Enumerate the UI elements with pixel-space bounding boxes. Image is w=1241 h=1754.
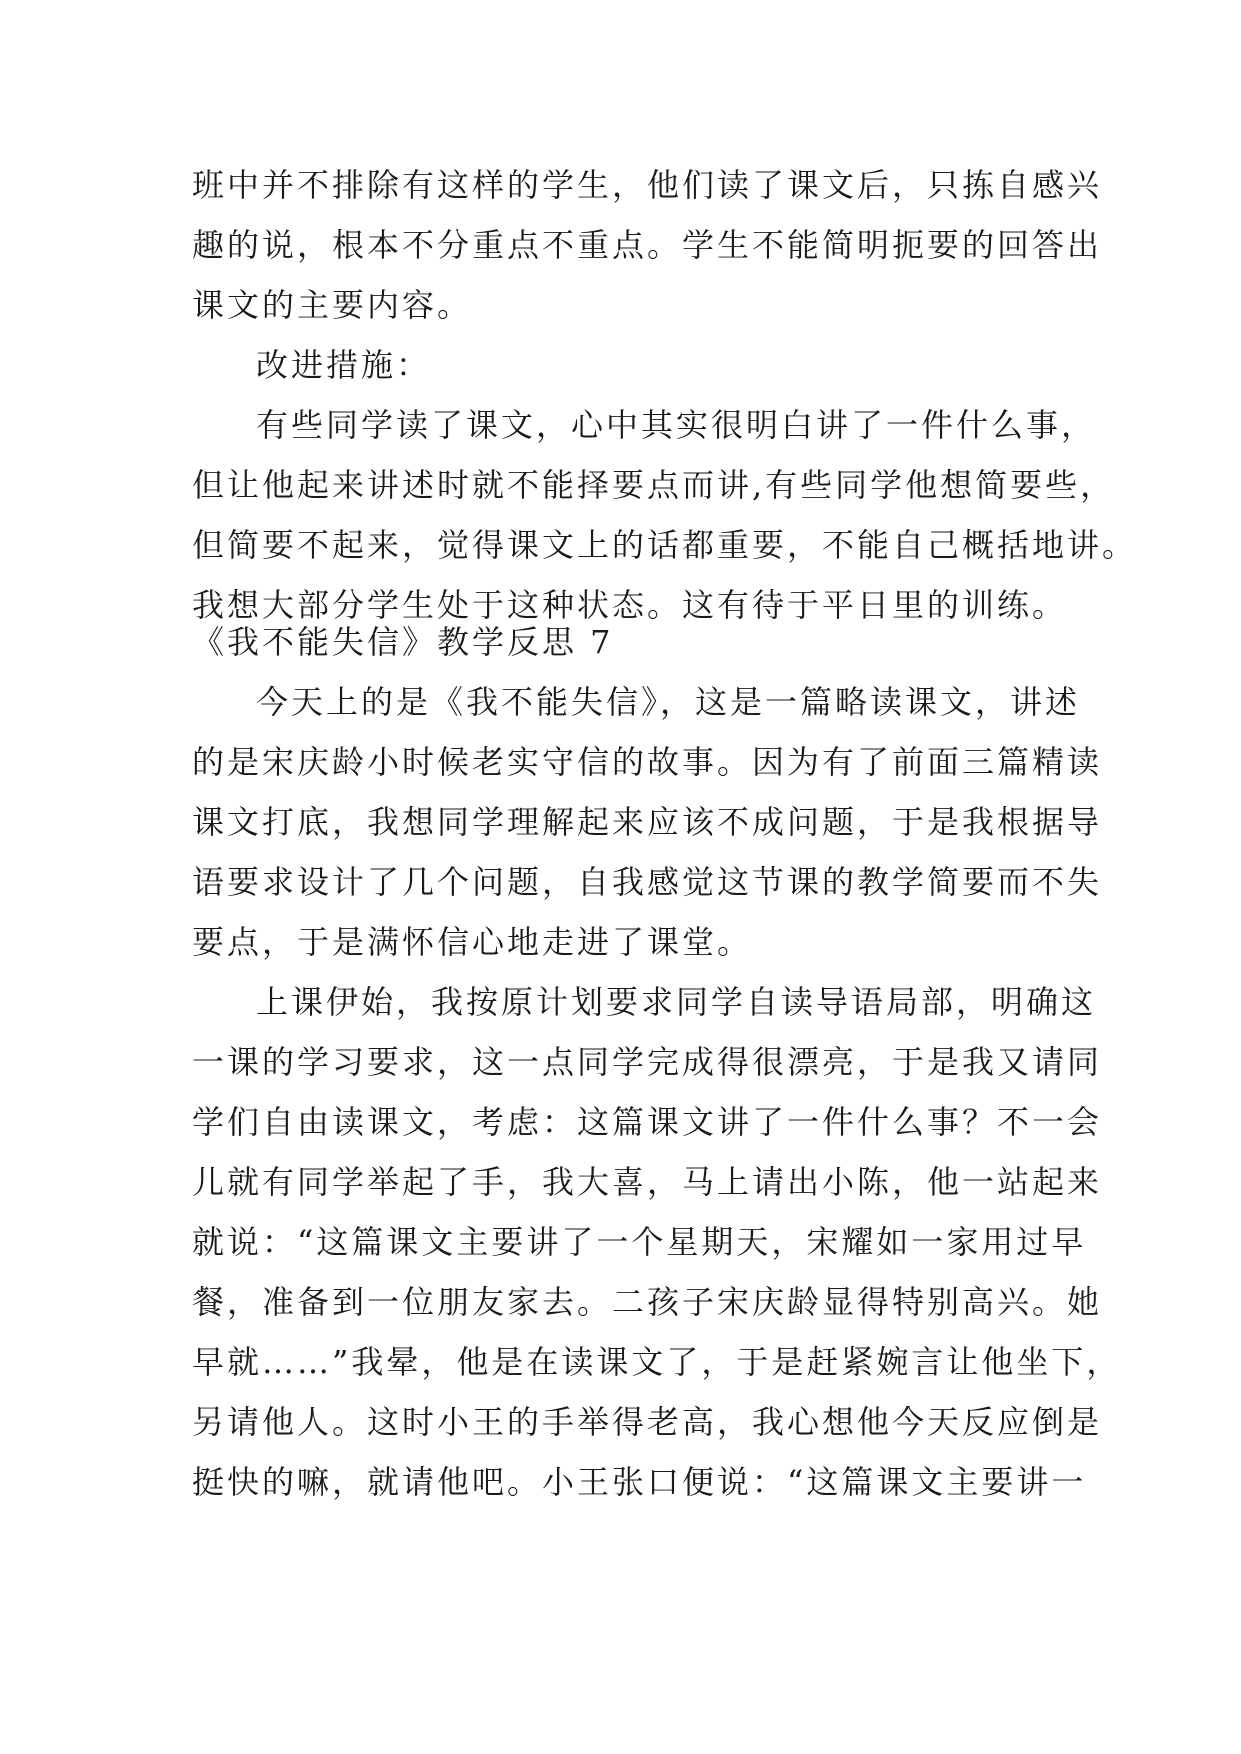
text-line: 今天上的是《我不能失信》，这是一篇略读课文，讲述: [256, 683, 1081, 721]
text-line: 班中并不排除有这样的学生，他们读了课文后，只拣自感兴: [192, 166, 1103, 204]
text-line: 早就……”我晕，他是在读课文了，于是赶紧婉言让他坐下，: [192, 1343, 1122, 1381]
text-line: 的是宋庆龄小时候老实守信的故事。因为有了前面三篇精读: [192, 743, 1103, 781]
text-line: 学们自由读课文，考虑：这篇课文讲了一件什么事？不一会: [192, 1103, 1103, 1141]
text-line: 但简要不起来，觉得课文上的话都重要，不能自己概括地讲。: [192, 526, 1138, 564]
text-line: 上课伊始，我按原计划要求同学自读导语局部，明确这: [256, 983, 1097, 1021]
text-line: 我想大部分学生处于这种状态。这有待于平日里的训练。: [192, 586, 1068, 624]
text-line: 但让他起来讲述时就不能择要点而讲,有些同学他想简要些，: [192, 466, 1116, 504]
section-title: 《我不能失信》教学反思 7: [192, 623, 614, 661]
text-line: 餐，准备到一位朋友家去。二孩子宋庆龄显得特别高兴。她: [192, 1283, 1103, 1321]
text-line: 课文的主要内容。: [192, 286, 473, 324]
text-line: 语要求设计了几个问题，自我感觉这节课的教学简要而不失: [192, 863, 1103, 901]
section-block: [192, 612, 1122, 1512]
paragraph-block-1: [192, 155, 1138, 635]
text-line: 课文打底，我想同学理解起来应该不成问题，于是我根据导: [192, 803, 1103, 841]
text-line: 有些同学读了课文，心中其实很明白讲了一件什么事，: [256, 406, 1097, 444]
text-line: 要点，于是满怀信心地走进了课堂。: [192, 923, 753, 961]
text-line: 儿就有同学举起了手，我大喜，马上请出小陈，他一站起来: [192, 1163, 1103, 1201]
text-line: 挺快的嘛，就请他吧。小王张口便说：“这篇课文主要讲一: [192, 1463, 1087, 1501]
subheading-improvement: 改进措施：: [256, 346, 432, 384]
text-line: 一课的学习要求，这一点同学完成得很漂亮，于是我又请同: [192, 1043, 1103, 1081]
text-line: 就说：“这篇课文主要讲了一个星期天，宋耀如一家用过早: [192, 1223, 1087, 1261]
text-line: 另请他人。这时小王的手举得老高，我心想他今天反应倒是: [192, 1403, 1103, 1441]
text-line: 趣的说，根本不分重点不重点。学生不能简明扼要的回答出: [192, 226, 1103, 264]
